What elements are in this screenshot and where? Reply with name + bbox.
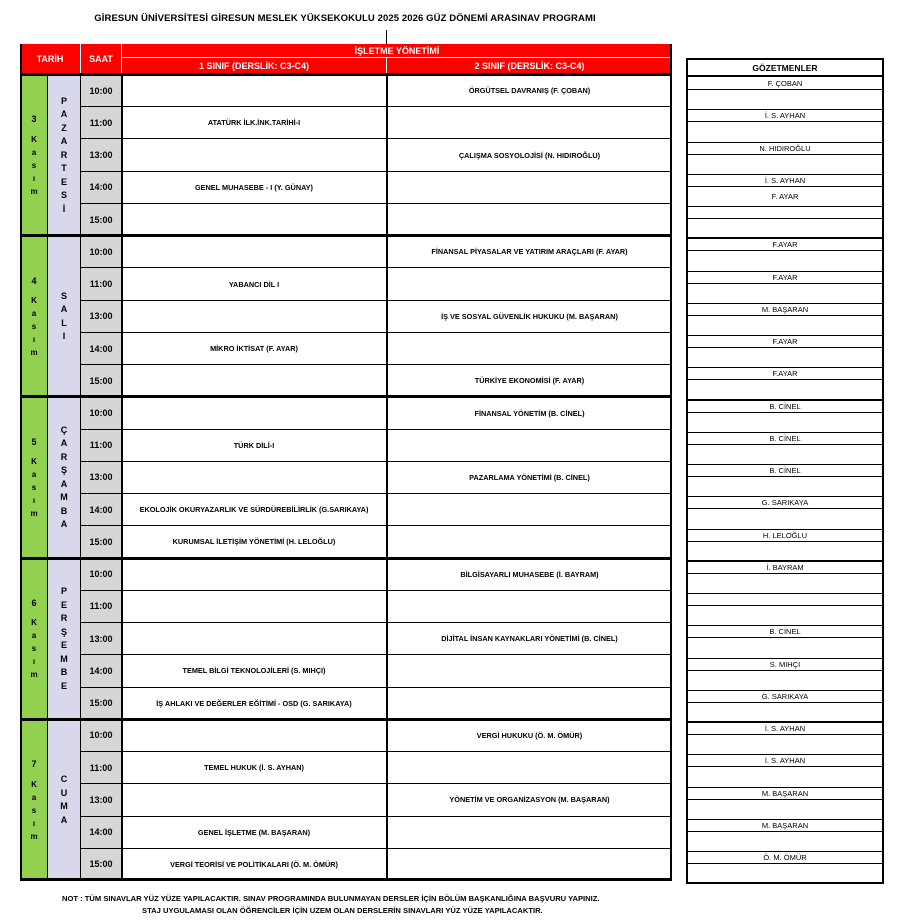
time-cell: 15:00 (81, 204, 121, 235)
proctor-name: İ. S. AYHAN (764, 111, 806, 121)
proctor-name: M. BAŞARAN (761, 820, 809, 830)
proctor-name: F.AYAR (772, 337, 798, 347)
proctor-name: F. ÇOBAN (767, 79, 803, 88)
course-class-2 (387, 172, 672, 203)
date-number: 4 (31, 275, 37, 286)
row-divider (80, 138, 672, 139)
vertical-letter: E (60, 176, 67, 187)
day-divider (20, 234, 672, 237)
course-class-1: YABANCI DİL I (228, 279, 280, 289)
proctor-name: İ. S. AYHAN (764, 756, 806, 766)
course-class-1 (122, 301, 386, 332)
date-month (30, 127, 37, 198)
table-bottom (20, 878, 672, 881)
proctor-name: F.AYAR (772, 272, 798, 282)
note-line-1: NOT : TÜM SINAVLAR YÜZ YÜZE YAPILACAKTIR. SINAV PROGRAMINDA BULUNMAYAN DERSLER İÇİN BÖLÜM BAŞKANLIĞINA BAŞVURU YAPINIZ. (62, 894, 600, 903)
course-class-2: TÜRKİYE EKONOMİSİ (F. AYAR) (474, 376, 585, 386)
header-tick-mark (386, 30, 387, 44)
time-cell: 13:00 (81, 623, 121, 654)
row-divider (80, 816, 672, 817)
row-divider (80, 590, 672, 591)
row-divider (80, 751, 672, 752)
vertical-letter: R (60, 451, 68, 462)
date-cell (21, 721, 47, 880)
header-divider (386, 57, 387, 74)
footer-note (62, 893, 600, 917)
proctor-line (688, 250, 882, 251)
course-class-1: TÜRK DİLİ-I (233, 440, 275, 450)
date-month-letters (30, 294, 37, 359)
course-class-2: ÇALIŞMA SOSYOLOJİSİ (N. HIDIROĞLU) (458, 150, 601, 160)
time-cell: 11:00 (81, 752, 121, 783)
row-divider (80, 300, 672, 301)
proctor-row-divider (688, 109, 882, 110)
time-cell: 11:00 (81, 430, 121, 461)
vertical-letter: m (30, 348, 38, 358)
vertical-letter: R (60, 613, 68, 624)
course-class-1: MİKRO İKTİSAT (F. AYAR) (210, 344, 298, 354)
row-divider (80, 493, 672, 494)
course-class-1: EKOLOJİK OKURYAZARLIK VE SÜRDÜREBİLİRLİK (G.SARIKAYA) (139, 505, 369, 515)
course-class-1: İŞ AHLAKI VE DEĞERLER EĞİTİMİ - OSD (G. SARIKAYA) (156, 698, 352, 708)
course-class-2 (387, 591, 672, 622)
proctor-row-divider (688, 529, 882, 530)
date-cell (21, 560, 47, 719)
row-divider (80, 654, 672, 655)
proctor-name: B. CİNEL (769, 466, 801, 476)
day-name-cell (48, 237, 80, 396)
proctor-line (688, 347, 882, 348)
course-class-2 (387, 494, 672, 525)
vertical-letter: s (31, 644, 37, 654)
proctor-line (688, 605, 882, 606)
course-class-2 (387, 655, 672, 686)
course-class-1 (122, 623, 386, 654)
vertical-letter: A (60, 109, 68, 120)
vertical-letter: a (31, 792, 37, 802)
col-divider (47, 74, 48, 880)
course-class-1 (122, 204, 386, 235)
date-cell (21, 398, 47, 557)
time-cell: 13:00 (81, 301, 121, 332)
time-cell: 15:00 (81, 526, 121, 557)
day-name-letters (60, 773, 68, 827)
proctor-name: İ. S. AYHAN (764, 724, 806, 734)
row-divider (80, 622, 672, 623)
header-department: İŞLETME YÖNETİMİ (122, 44, 672, 57)
date-month-letters (30, 133, 37, 198)
table-left (20, 44, 22, 880)
time-cell: 10:00 (81, 236, 121, 267)
row-divider (80, 848, 672, 849)
header-divider (80, 44, 81, 74)
proctor-line (688, 412, 882, 413)
vertical-letter: s (31, 160, 37, 170)
date-cell (21, 237, 47, 396)
course-class-1 (122, 462, 386, 493)
header-divider (121, 57, 672, 58)
proctor-line (688, 863, 882, 864)
row-divider (80, 267, 672, 268)
course-class-2 (387, 268, 672, 299)
date-number: 6 (31, 597, 37, 608)
proctor-name (688, 594, 882, 605)
course-class-1: KURUMSAL İLETİŞİM YÖNETİMİ (H. LELOĞLU) (172, 537, 336, 547)
proctor-row-divider (688, 690, 882, 691)
time-cell: 14:00 (81, 817, 121, 848)
vertical-letter: S (60, 190, 67, 201)
vertical-letter: İ (62, 203, 66, 214)
vertical-letter: A (60, 519, 68, 530)
proctor-line (688, 379, 882, 380)
proctors-header: GÖZETMENLER (688, 60, 882, 77)
course-class-1: VERGİ TEORİSİ VE POLİTİKALARI (Ö. M. ÖMÜR) (170, 859, 338, 869)
proctor-name: B. CİNEL (769, 401, 801, 411)
proctor-line (688, 831, 882, 832)
row-divider (80, 171, 672, 172)
proctor-row-divider (688, 593, 882, 594)
proctor-row-divider (688, 142, 882, 143)
table-right (670, 44, 672, 880)
time-cell: 15:00 (81, 365, 121, 396)
proctor-line (688, 154, 882, 155)
time-cell: 10:00 (81, 720, 121, 751)
vertical-letter: P (60, 95, 67, 106)
proctor-name: B. CİNEL (769, 433, 801, 443)
vertical-letter: m (30, 509, 38, 519)
vertical-letter: A (60, 814, 68, 825)
course-class-1: GENEL İŞLETME (M. BAŞARAN) (197, 827, 311, 837)
course-class-2: DİJİTAL İNSAN KAYNAKLARI YÖNETİMİ (B. CİNEL) (441, 634, 618, 644)
course-class-2 (387, 849, 672, 880)
course-class-2 (387, 333, 672, 364)
proctor-line (688, 670, 882, 671)
col-divider (386, 74, 388, 880)
course-class-2 (387, 752, 672, 783)
course-class-1 (122, 784, 386, 815)
proctor-line (688, 283, 882, 284)
proctor-name: İ. S. AYHAN (764, 175, 806, 185)
course-class-1 (122, 559, 386, 590)
vertical-letter: S (60, 290, 67, 301)
day-name-letters (61, 290, 68, 344)
proctor-line (688, 799, 882, 800)
vertical-letter: C (60, 774, 68, 785)
header-saat: SAAT (81, 44, 121, 74)
course-class-2: ÖRGÜTSEL DAVRANIŞ (F. ÇOBAN) (468, 86, 591, 96)
time-cell: 15:00 (81, 849, 121, 880)
row-divider (80, 461, 672, 462)
time-cell: 14:00 (81, 172, 121, 203)
course-class-1: TEMEL HUKUK (İ. S. AYHAN) (204, 763, 304, 773)
proctor-line (688, 444, 882, 445)
day-divider (20, 718, 672, 721)
header-divider (121, 44, 122, 57)
row-divider (80, 525, 672, 526)
course-class-1 (122, 236, 386, 267)
vertical-letter: ı (32, 335, 36, 345)
proctor-row-divider (688, 851, 882, 852)
vertical-letter: ı (32, 173, 36, 183)
date-month-letters (30, 616, 37, 681)
proctor-line (688, 89, 882, 90)
vertical-letter: K (31, 618, 37, 628)
vertical-letter: m (30, 831, 38, 841)
proctor-row-divider (688, 819, 882, 820)
proctor-name: N. HIDIROĞLU (759, 143, 811, 153)
proctor-name: F.AYAR (772, 240, 798, 250)
col-divider (121, 74, 123, 880)
course-class-1 (122, 365, 386, 396)
course-class-2 (387, 107, 672, 138)
proctor-column (686, 58, 884, 884)
day-name-cell (48, 398, 80, 557)
time-cell: 15:00 (81, 688, 121, 719)
proctor-line (688, 637, 882, 638)
vertical-letter: L (61, 317, 67, 328)
time-cell: 14:00 (81, 655, 121, 686)
vertical-letter: ı (32, 818, 36, 828)
vertical-letter: A (60, 136, 68, 147)
proctor-row-divider (688, 754, 882, 755)
proctor-row-divider (688, 787, 882, 788)
col-divider (80, 74, 81, 880)
proctor-row-divider (688, 271, 882, 272)
time-cell: 11:00 (81, 591, 121, 622)
proctor-line (688, 573, 882, 574)
course-class-2: İŞ VE SOSYAL GÜVENLİK HUKUKU (M. BAŞARAN) (441, 311, 618, 321)
proctor-name: S. MIHÇI (769, 659, 801, 669)
proctor-row-divider (688, 335, 882, 336)
vertical-letter: A (60, 478, 68, 489)
time-cell: 14:00 (81, 494, 121, 525)
note-line-2: STAJ UYGULAMASI OLAN ÖĞRENCİLER İÇİN UZEM OLAN DERSLERİN SINAVLARI YÜZ YÜZE YAPILACAKTIR. (142, 906, 543, 915)
time-cell: 11:00 (81, 107, 121, 138)
date-cell (21, 76, 47, 235)
vertical-letter: K (31, 457, 37, 467)
proctor-line (688, 508, 882, 509)
proctor-name: M. BAŞARAN (761, 304, 809, 314)
proctor-row-divider (688, 496, 882, 497)
time-cell: 14:00 (81, 333, 121, 364)
vertical-letter: a (31, 631, 37, 641)
time-cell: 13:00 (81, 462, 121, 493)
vertical-letter: B (60, 667, 68, 678)
date-month (30, 610, 37, 681)
proctor-row-divider (688, 625, 882, 626)
vertical-letter: T (61, 163, 67, 174)
vertical-letter: Ş (60, 626, 67, 637)
vertical-letter: Ş (60, 465, 67, 476)
course-class-2: FİNANSAL PİYASALAR VE YATIRIM ARAÇLARI (F. AYAR) (431, 247, 628, 257)
proctor-name: İ. BAYRAM (766, 562, 804, 572)
proctor-row-divider (688, 367, 882, 368)
course-class-1 (122, 591, 386, 622)
row-divider (80, 332, 672, 333)
course-class-1 (122, 397, 386, 428)
date-number: 7 (31, 759, 37, 770)
vertical-letter: s (31, 483, 37, 493)
proctor-name-2: F. AYAR (771, 191, 799, 201)
proctor-line (688, 186, 882, 187)
row-divider (80, 429, 672, 430)
row-divider (80, 203, 672, 204)
proctor-name: F.AYAR (772, 369, 798, 379)
proctor-row-divider (688, 432, 882, 433)
day-divider (20, 395, 672, 398)
course-class-2 (387, 430, 672, 461)
course-class-1: TEMEL BİLGİ TEKNOLOJİLERİ (S. MIHÇI) (182, 666, 326, 676)
proctor-name: G. SARIKAYA (761, 691, 809, 701)
course-class-1: GENEL MUHASEBE - I (Y. GÜNAY) (195, 182, 313, 192)
vertical-letter: a (31, 470, 37, 480)
vertical-letter: K (31, 779, 37, 789)
time-cell: 13:00 (81, 784, 121, 815)
header-class-2: 2 SINIF (DERSLİK: C3-C4) (387, 58, 672, 74)
proctor-name (688, 207, 882, 218)
proctor-name: M. BAŞARAN (761, 788, 809, 798)
vertical-letter: B (60, 505, 68, 516)
vertical-letter: I (62, 331, 66, 342)
date-month (30, 449, 37, 520)
day-divider (20, 73, 672, 76)
time-cell: 13:00 (81, 139, 121, 170)
vertical-letter: Ç (60, 424, 68, 435)
proctor-name: B. CİNEL (769, 627, 801, 637)
vertical-letter: M (60, 801, 68, 812)
vertical-letter: K (31, 296, 37, 306)
day-name-letters (61, 95, 68, 217)
vertical-letter: R (60, 149, 68, 160)
course-class-1 (122, 720, 386, 751)
header-tarih: TARİH (20, 44, 80, 74)
vertical-letter: E (60, 640, 67, 651)
vertical-letter: U (60, 787, 68, 798)
day-divider (20, 557, 672, 560)
vertical-letter: a (31, 309, 37, 319)
proctor-name: H. LELOĞLU (762, 530, 808, 540)
date-number: 3 (31, 114, 37, 125)
vertical-letter: m (30, 186, 38, 196)
proctor-line (688, 121, 882, 122)
date-month (30, 288, 37, 359)
time-cell: 10:00 (81, 559, 121, 590)
vertical-letter: A (60, 304, 68, 315)
proctor-row-divider (688, 174, 882, 175)
course-class-2: BİLGİSAYARLI MUHASEBE (İ. BAYRAM) (460, 569, 599, 579)
vertical-letter: A (60, 438, 68, 449)
row-divider (80, 106, 672, 107)
course-class-2: YÖNETİM VE ORGANİZASYON (M. BAŞARAN) (449, 795, 610, 805)
proctor-line (688, 315, 882, 316)
day-name-cell (48, 560, 80, 719)
time-cell: 10:00 (81, 75, 121, 106)
course-class-2: PAZARLAMA YÖNETİMİ (B. CİNEL) (469, 472, 590, 482)
day-name-letters (60, 585, 68, 693)
page-title: GİRESUN ÜNİVERSİTESİ GİRESUN MESLEK YÜKSEKOKULU 2025 2026 GÜZ DÖNEMİ ARASINAV PROGRAMI (94, 13, 596, 24)
row-divider (80, 783, 672, 784)
vertical-letter: s (31, 322, 37, 332)
vertical-letter: ı (32, 496, 36, 506)
day-name-cell (48, 76, 80, 235)
vertical-letter: Z (61, 122, 67, 133)
vertical-letter: s (31, 805, 37, 815)
row-divider (80, 687, 672, 688)
proctor-line (688, 541, 882, 542)
date-month-letters (30, 455, 37, 520)
vertical-letter: E (60, 680, 67, 691)
vertical-letter: M (60, 653, 68, 664)
date-number: 5 (31, 436, 37, 447)
proctor-name: Ö. M. ÖMÜR (763, 853, 807, 863)
course-class-2 (387, 688, 672, 719)
proctor-line (688, 734, 882, 735)
course-class-2 (387, 817, 672, 848)
day-name-cell (48, 721, 80, 880)
time-cell: 10:00 (81, 397, 121, 428)
day-name-letters (60, 424, 68, 532)
header-class-1: 1 SINIF (DERSLİK: C3-C4) (122, 58, 386, 74)
vertical-letter: K (31, 134, 37, 144)
proctor-row-divider (688, 658, 882, 659)
date-month (30, 772, 37, 843)
proctor-line (688, 766, 882, 767)
date-month-letters (30, 778, 37, 843)
vertical-letter: a (31, 147, 37, 157)
proctor-line (688, 476, 882, 477)
time-cell: 11:00 (81, 268, 121, 299)
vertical-letter: M (60, 492, 68, 503)
proctor-row-divider (688, 303, 882, 304)
course-class-1: ATATÜRK İLK.İNK.TARİHİ-I (207, 118, 301, 128)
vertical-letter: E (60, 599, 67, 610)
vertical-letter: m (30, 670, 38, 680)
proctor-name: G. SARIKAYA (761, 498, 809, 508)
course-class-1 (122, 139, 386, 170)
course-class-2 (387, 526, 672, 557)
course-class-1 (122, 75, 386, 106)
schedule-table (20, 44, 672, 884)
proctor-line (688, 218, 882, 219)
proctor-row-divider (688, 206, 882, 207)
vertical-letter: P (60, 586, 67, 597)
course-class-2 (387, 204, 672, 235)
proctor-row-divider (688, 464, 882, 465)
course-class-2: VERGİ HUKUKU (Ö. M. ÖMÜR) (476, 730, 583, 740)
row-divider (80, 364, 672, 365)
vertical-letter: ı (32, 657, 36, 667)
course-class-2: FİNANSAL YÖNETİM (B. CİNEL) (474, 408, 585, 418)
proctor-line (688, 702, 882, 703)
